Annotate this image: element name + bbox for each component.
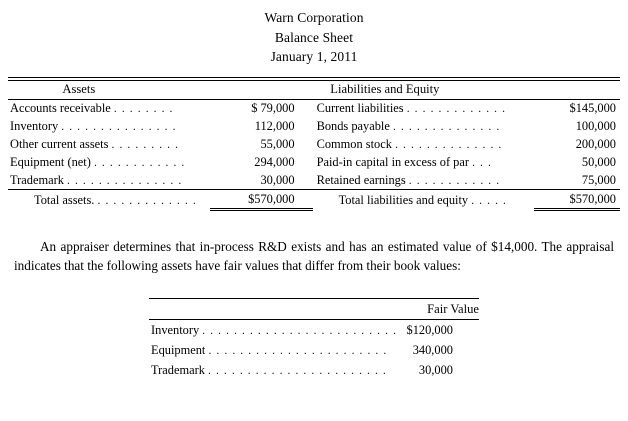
row-label: Other current assets	[10, 137, 109, 152]
leader-dots: . . .	[472, 157, 492, 170]
row-label: Current liabilities	[316, 101, 404, 116]
row-value: 30,000	[418, 362, 453, 377]
row-label: Bonds payable	[316, 119, 390, 134]
leader-dots: . . . . . . . . . . . . . . .	[67, 175, 183, 188]
row-value: $ 79,000	[251, 101, 295, 116]
row-label: Paid-in capital in excess of par	[316, 155, 469, 170]
document-heading	[0, 0, 628, 67]
table-row	[149, 360, 479, 380]
row-value: 294,000	[254, 155, 295, 170]
table-row	[8, 100, 620, 118]
leader-dots: . . . . . . . . . . . .	[408, 175, 501, 188]
leader-dots: . . . . . . . . . . . . . .	[395, 139, 503, 152]
row-label: Accounts receivable	[10, 101, 111, 116]
total-value: $570,000	[210, 190, 312, 210]
row-label: Inventory	[10, 119, 59, 134]
row-value: $145,000	[569, 101, 616, 116]
leader-dots: . . . . . . . . . . . . . . . . . . . . . . .	[208, 344, 388, 357]
row-value: $120,000	[406, 322, 453, 337]
assets-column-header: Assets	[62, 82, 96, 97]
leader-dots: . . . . . . . .	[113, 103, 174, 116]
company-name: Warn Corporation	[264, 10, 364, 25]
leader-dots: . . . . . . . . . . . . .	[97, 194, 197, 207]
row-label: Retained earnings	[316, 173, 406, 188]
statement-date: January 1, 2011	[270, 49, 358, 65]
row-value: 50,000	[581, 155, 616, 170]
row-value: 200,000	[575, 137, 616, 152]
table-row	[8, 118, 620, 136]
leader-dots: . . . . .	[471, 194, 508, 207]
row-value: 100,000	[575, 119, 616, 134]
leader-dots: . . . . . . . . . . . . . .	[392, 121, 501, 134]
table-row	[8, 136, 620, 154]
total-value: $570,000	[534, 190, 620, 210]
leader-dots: . . . . . . . . . . . .	[93, 157, 186, 170]
table-row	[8, 154, 620, 172]
fair-value-header-row	[149, 299, 479, 319]
row-label: Trademark	[151, 362, 205, 377]
liabilities-column-header: Liabilities and Equity	[330, 82, 440, 97]
total-label: Total assets.	[34, 192, 95, 207]
table-row	[8, 172, 620, 190]
fair-value-column-header: Fair Value	[427, 301, 479, 316]
row-value: 30,000	[210, 172, 312, 190]
row-value: 75,000	[534, 172, 620, 190]
statement-name: Balance Sheet	[274, 29, 354, 45]
leader-dots: . . . . . . . . .	[111, 139, 180, 152]
leader-dots: . . . . . . . . . . . . . . .	[61, 121, 177, 134]
fair-value-table	[149, 298, 479, 380]
row-label: Equipment	[151, 342, 206, 357]
row-label: Trademark	[10, 173, 64, 188]
row-label: Inventory	[151, 322, 200, 337]
row-value: 340,000	[412, 342, 453, 357]
row-value: 55,000	[260, 137, 295, 152]
table-row	[149, 320, 479, 340]
leader-dots: . . . . . . . . . . . . . . . . . . . . . . .	[208, 364, 387, 377]
row-label: Equipment (net)	[10, 155, 91, 170]
table-column-headers	[8, 81, 620, 99]
table-row	[149, 340, 479, 360]
appraisal-paragraph: An appraiser determines that in-process R&D exists and has an estimated value of $14,000. The appraisal indicates that the following assets have fair values that differ from their book values:	[14, 238, 614, 274]
row-label: Common stock	[316, 137, 392, 152]
leader-dots: . . . . . . . . . . . . . . . . . . . . . . . . .	[202, 324, 398, 337]
row-value: 112,000	[254, 119, 295, 134]
total-label: Total liabilities and equity	[338, 192, 469, 207]
balance-sheet-table	[8, 77, 620, 211]
table-total-row	[8, 190, 620, 210]
leader-dots: . . . . . . . . . . . . .	[406, 103, 507, 116]
